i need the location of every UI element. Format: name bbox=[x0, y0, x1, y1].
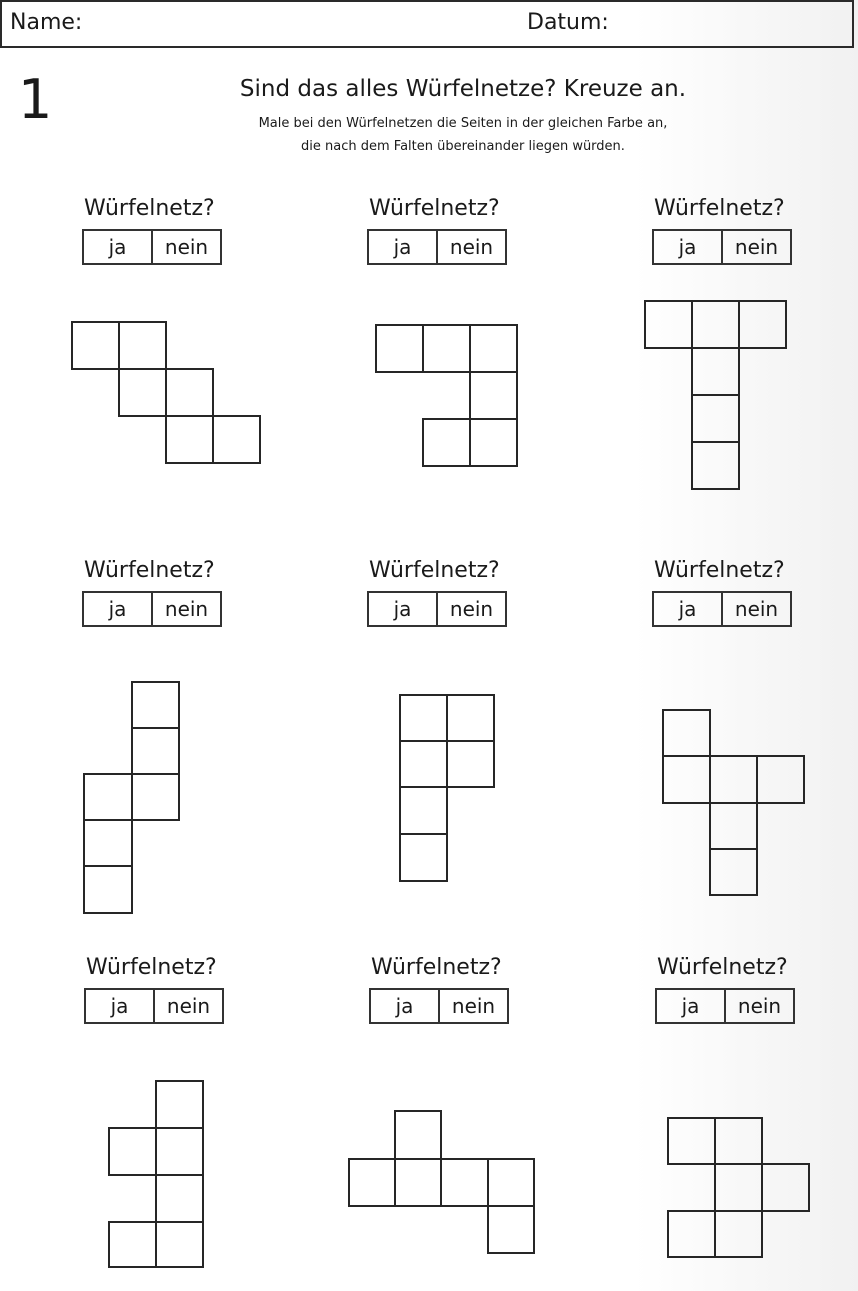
task-instruction-line-1: Male bei den Würfelnetzen die Seiten in der gleichen Farbe an, bbox=[258, 116, 668, 131]
no-checkbox[interactable]: nein bbox=[153, 990, 222, 1022]
task-number: 1 bbox=[18, 68, 53, 131]
question-label: Würfelnetz? bbox=[84, 558, 215, 583]
no-checkbox[interactable]: nein bbox=[436, 593, 505, 625]
question-label: Würfelnetz? bbox=[654, 558, 785, 583]
cube-net-1 bbox=[72, 322, 260, 463]
no-checkbox[interactable]: nein bbox=[151, 231, 220, 263]
cube-net-6 bbox=[663, 710, 804, 895]
yes-checkbox[interactable]: ja bbox=[678, 235, 697, 259]
task-instruction-line-2: die nach dem Falten übereinander liegen würden. bbox=[301, 139, 625, 154]
question-label: Würfelnetz? bbox=[654, 196, 785, 221]
no-checkbox[interactable]: nein bbox=[721, 231, 790, 263]
name-label: Name: bbox=[10, 10, 83, 35]
cube-net-2 bbox=[376, 325, 517, 466]
no-checkbox[interactable]: nein bbox=[151, 593, 220, 625]
question-label: Würfelnetz? bbox=[369, 558, 500, 583]
cube-net-4 bbox=[84, 682, 179, 913]
question-label: Würfelnetz? bbox=[86, 955, 217, 980]
no-checkbox[interactable]: nein bbox=[721, 593, 790, 625]
question-label: Würfelnetz? bbox=[369, 196, 500, 221]
yes-checkbox[interactable]: ja bbox=[678, 597, 697, 621]
cube-net-8 bbox=[349, 1111, 534, 1253]
cube-net-7 bbox=[109, 1081, 203, 1267]
yes-checkbox[interactable]: ja bbox=[108, 235, 127, 259]
cube-net-5 bbox=[400, 695, 494, 881]
question-label: Würfelnetz? bbox=[371, 955, 502, 980]
no-checkbox[interactable]: nein bbox=[438, 990, 507, 1022]
cube-net-9 bbox=[668, 1118, 809, 1257]
question-label: Würfelnetz? bbox=[657, 955, 788, 980]
cube-net-3 bbox=[645, 301, 786, 489]
no-checkbox[interactable]: nein bbox=[436, 231, 505, 263]
yes-checkbox[interactable]: ja bbox=[110, 994, 129, 1018]
date-label: Datum: bbox=[527, 10, 609, 35]
yes-checkbox[interactable]: ja bbox=[108, 597, 127, 621]
yes-checkbox[interactable]: ja bbox=[681, 994, 700, 1018]
yes-checkbox[interactable]: ja bbox=[395, 994, 414, 1018]
no-checkbox[interactable]: nein bbox=[724, 990, 793, 1022]
task-title: Sind das alles Würfelnetze? Kreuze an. bbox=[239, 76, 687, 102]
question-label: Würfelnetz? bbox=[84, 196, 215, 221]
yes-checkbox[interactable]: ja bbox=[393, 235, 412, 259]
yes-checkbox[interactable]: ja bbox=[393, 597, 412, 621]
